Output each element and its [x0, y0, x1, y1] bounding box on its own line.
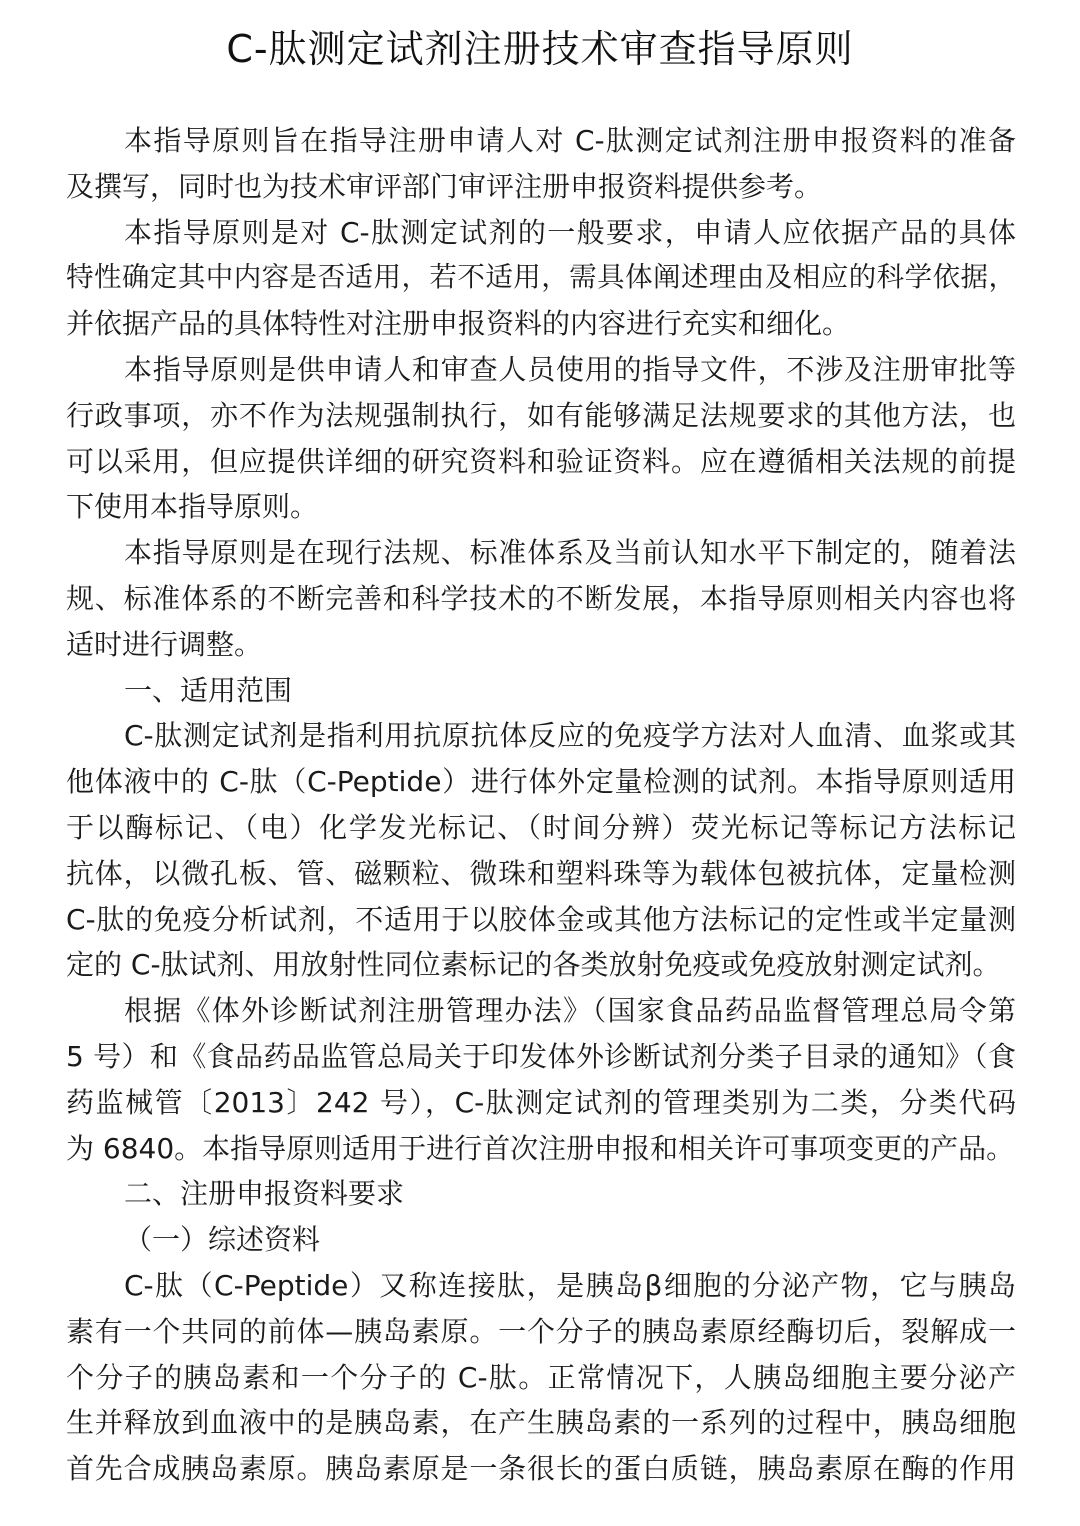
text-line: 规、标准体系的不断完善和科学技术的不断发展，本指导原则相关内容也将	[66, 581, 1016, 615]
text-line: 根据《体外诊断试剂注册管理办法》（国家食品药品监督管理总局令第	[124, 994, 1016, 1028]
text-line: 及撰写，同时也为技术审评部门审评注册申报资料提供参考。	[66, 169, 823, 203]
text-line: 定的 C-肽试剂、用放射性同位素标记的各类放射免疫或免疫放射测定试剂。	[66, 948, 1001, 982]
text-line: 为 6840。本指导原则适用于进行首次注册申报和相关许可事项变更的产品。	[66, 1131, 1015, 1165]
text-line: 个分子的胰岛素和一个分子的 C-肽。正常情况下，人胰岛细胞主要分泌产	[66, 1360, 1016, 1394]
text-line: 他体液中的 C-肽（C-Peptide）进行体外定量检测的试剂。本指导原则适用	[66, 765, 1016, 799]
text-line: 生并释放到血液中的是胰岛素，在产生胰岛素的一系列的过程中，胰岛细胞	[66, 1406, 1016, 1440]
text-line: 本指导原则是在现行法规、标准体系及当前认知水平下制定的，随着法	[124, 536, 1016, 570]
text-line: （一）综述资料	[124, 1223, 321, 1257]
text-line: 5 号）和《食品药品监管总局关于印发体外诊断试剂分类子目录的通知》（食	[66, 1039, 1016, 1073]
text-line: 并依据产品的具体特性对注册申报资料的内容进行充实和细化。	[66, 307, 851, 341]
text-line: 一、适用范围	[124, 673, 293, 707]
text-line: 本指导原则旨在指导注册申请人对 C-肽测定试剂注册申报资料的准备	[124, 124, 1016, 157]
text-line: 特性确定其中内容是否适用，若不适用，需具体阐述理由及相应的科学依据，	[66, 261, 1016, 294]
document-title: C-肽测定试剂注册技术审查指导原则	[226, 27, 854, 71]
text-line: 可以采用，但应提供详细的研究资料和验证资料。应在遵循相关法规的前提	[66, 444, 1016, 478]
text-line: 抗体，以微孔板、管、磁颗粒、微珠和塑料珠等为载体包被抗体，定量检测	[66, 856, 1016, 890]
text-line: 药监械管〔2013〕242 号），C-肽测定试剂的管理类别为二类，分类代码	[66, 1085, 1016, 1119]
text-line: 二、注册申报资料要求	[124, 1177, 405, 1211]
text-line: 适时进行调整。	[66, 627, 263, 661]
text-line: C-肽测定试剂是指利用抗原抗体反应的免疫学方法对人血清、血浆或其	[124, 719, 1016, 753]
text-line: 下使用本指导原则。	[66, 490, 319, 524]
text-line: C-肽的免疫分析试剂，不适用于以胶体金或其他方法标记的定性或半定量测	[66, 902, 1016, 936]
text-line: 行政事项，亦不作为法规强制执行，如有能够满足法规要求的其他方法，也	[66, 398, 1016, 432]
text-line: 素有一个共同的前体—胰岛素原。一个分子的胰岛素原经酶切后，裂解成一	[66, 1314, 1016, 1348]
text-line: 本指导原则是供申请人和审查人员使用的指导文件，不涉及注册审批等	[124, 352, 1016, 386]
text-line: 首先合成胰岛素原。胰岛素原是一条很长的蛋白质链，胰岛素原在酶的作用	[66, 1452, 1016, 1486]
text-line: 于以酶标记、（电）化学发光标记、（时间分辨）荧光标记等标记方法标记	[66, 810, 1016, 844]
text-line: 本指导原则是对 C-肽测定试剂的一般要求，申请人应依据产品的具体	[124, 215, 1016, 249]
text-line: C-肽（C-Peptide）又称连接肽，是胰岛β细胞的分泌产物，它与胰岛	[124, 1268, 1016, 1302]
document-body	[66, 118, 1016, 1492]
